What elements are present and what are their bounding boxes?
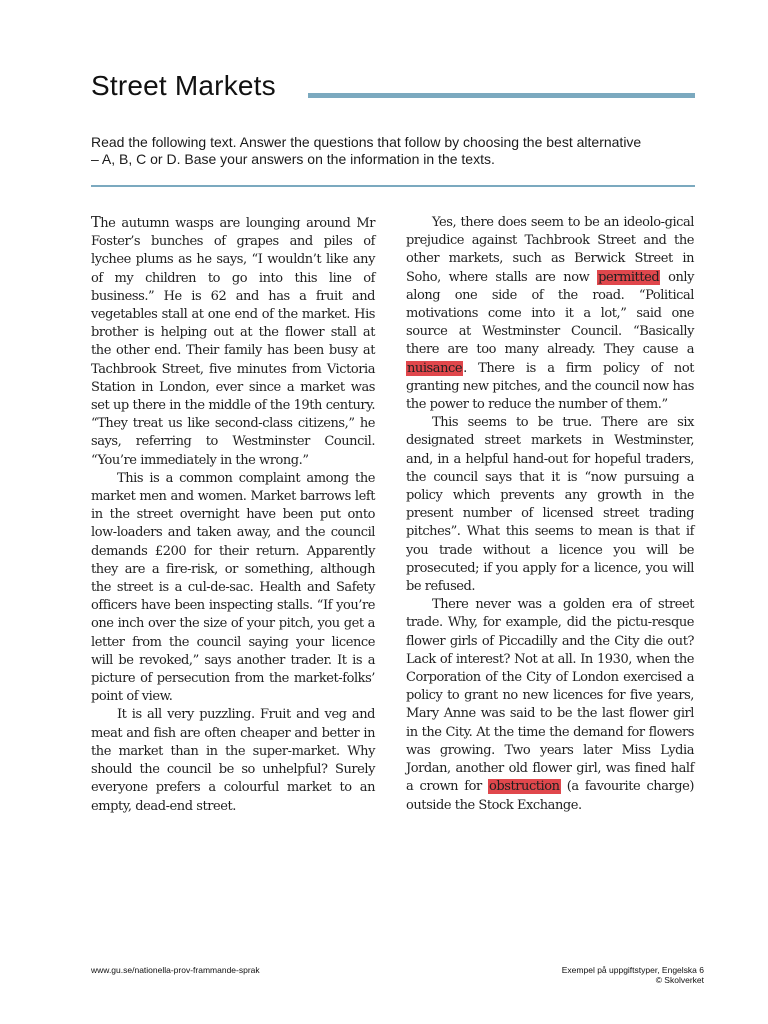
right-paragraph-1-text-b: only along one side of the road. “Political motivations come into it a lot,” said one source at Westminster Council. “Basically there are too many already. They cause a [406,269,694,358]
left-paragraph-1-text: he autumn wasps are lounging around Mr Foster’s bunches of grapes and piles of lychee plums as he says, “I wouldn’t like any of my children to go into this line of business.” He is 62 and has a fruit and vegetables stall at one end of the market. His brother is helping out at the flower stall at the other end. Their family has been busy at Tachbrook Street, five minutes from Victoria Station in London, ever since a market was set up there in the middle of the 19th century. “They treat us like second-class citizens,” he says, referring to Westminster Council. “You’re immediately in the wrong.” [91,216,375,468]
left-paragraph-2: This is a common complaint among the market men and women. Market barrows left in the street overnight have been put onto low-loaders and taken away, and the council demands £200 for their return. Apparently they are a fire-risk, or something, although the street is a cul-de-sac. Health and Safety officers have been inspecting stalls. “If you’re one inch over the size of your pitch, you get a letter from the council saying your licence will be revoked,” says another trader. It is a picture of persecution from the market-folks’ point of view. [91,470,375,705]
footer-url: www.gu.se/nationella-prov-frammande-sprak [91,965,260,975]
initial-letter: T [91,215,101,231]
left-column [91,214,375,816]
right-column [406,214,694,815]
left-paragraph-1 [91,214,375,470]
right-paragraph-3-text-a: There never was a golden era of street trade. Why, for example, did the pictu-resque flower girls of Piccadilly and the City die out? Lack of interest? Not at all. In 1930, when the Corporation of the City of London exercised a policy to grant no new licences for five years, Mary Anne was said to be the last flower girl in the City. At the time the demand for flowers was growing. Two years later Miss Lydia Jordan, another old flower girl, was fined half a crown for [406,597,694,795]
footer-line-2: © Skolverket [655,975,704,985]
footer-credit [562,965,704,985]
right-paragraph-1-text-c: . There is a firm policy of not granting new pitches, and the council now has the power to reduce the number of them.” [406,360,694,413]
left-paragraph-3: It is all very puzzling. Fruit and veg and meat and fish are often cheaper and better in the market than in the super-market. Why should the council be so unhelpful? Surely everyone prefers a colourful market to an empty, dead-end street. [91,707,375,814]
right-paragraph-3-text-b: (a favourite charge) outside the Stock Exchange. [406,779,695,813]
right-paragraph-1 [406,214,694,414]
highlighted-word-obstruction: obstruction [489,779,560,795]
highlighted-word-permitted: permitted [598,269,660,285]
title-rule [308,93,695,98]
instructions: Read the following text. Answer the questions that follow by choosing the best alternative – A, B, C or D. Base your answers on the information in the texts. [91,134,642,167]
footer-line-1: Exempel på uppgiftstyper, Engelska 6 [561,965,704,975]
right-paragraph-1-text-a: Yes, there does seem to be an ideolo-gical prejudice against Tachbrook Street and the other markets, such as Berwick Street in Soho, where stalls are now [406,215,694,285]
instructions-rule [91,185,695,187]
right-paragraph-3 [406,596,694,814]
page-title: Street Markets [91,70,276,101]
right-paragraph-2: This seems to be true. There are six designated street markets in Westminster, and, in a helpful hand-out for hopeful traders, the council says that it is “now pursuing a policy which prevents any growth in the present number of licensed street trading pitches”. What this seems to mean is that if you trade without a licence you will be prosecuted; if you apply for a licence, you will be refused. [406,415,694,595]
highlighted-word-nuisance: nuisance [407,360,463,376]
